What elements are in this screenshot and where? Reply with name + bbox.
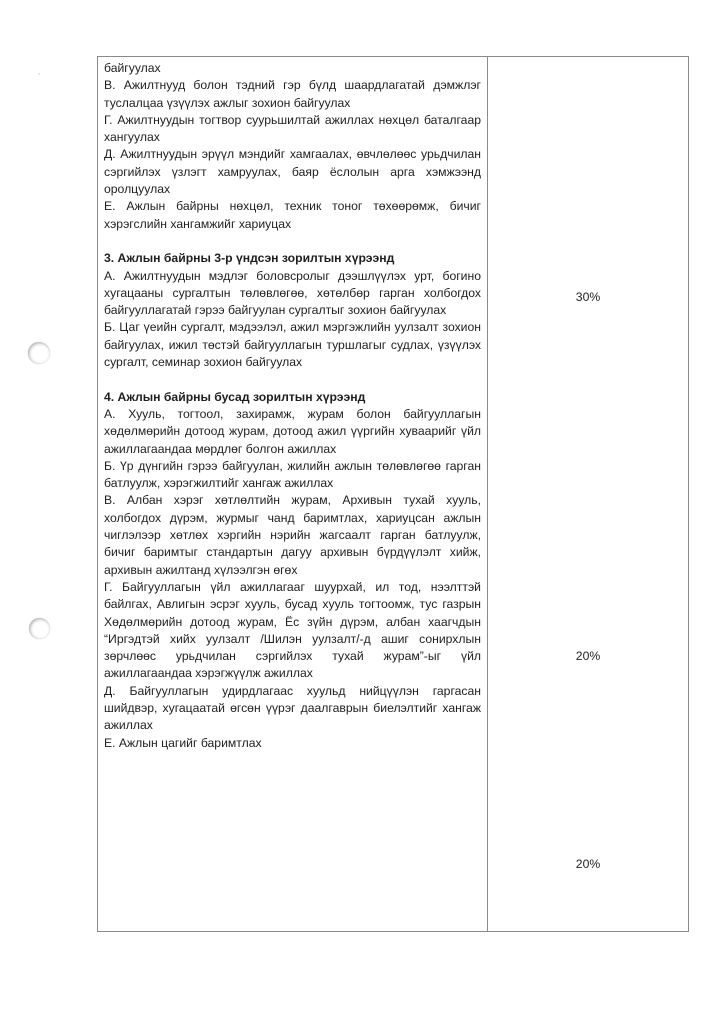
weight-value-goal-3: 30% (575, 290, 601, 304)
task-item: А. Хууль, тогтоол, захирамж, журам болон байгууллагын хөдөлмөрийн дотоод журам, дотоод ажил үүргийн хуваарийг үйл ажиллагаандаа мөрдлөг болгон ажиллах (104, 406, 481, 456)
task-item: В. Албан хэрэг хөтлөлтийн журам, Архивын тухай хууль, холбогдох дүрэм, журмыг чанд баримтлах, хариуцсан ажлын чиглэлээр хөтлөх хэргийн нэрийн жагсаалт гарган батлуулж, бичиг баримтыг стандартын дагуу архивын бүрдүүлэлт хийж, архивын ажилтанд хүлээлгэн өгөх (104, 493, 481, 577)
margin-mark: ʼ (38, 72, 40, 82)
task-item: Б. Үр дүнгийн гэрээ байгуулан, жилийн ажлын төлөвлөгөө гарган батлуулж, хэрэгжилтийг хангаж ажиллах (104, 458, 481, 491)
weight-value-goal-4-d: 20% (575, 857, 601, 871)
task-item: Д. Ажилтнуудын эрүүл мэндийг хамгаалах, өвчлөлөөс урьдчилан сэргийлэх үзлэгт хамруулах, баяр ёслолын арга хэмжээнд оролцуулах (104, 147, 481, 197)
task-item: Д. Байгууллагын удирдлагаас хуульд нийцүүлэн гаргасан шийдвэр, хугацаатай өгсөн үүрэг даалгаврын биелэлтийг хангаж ажиллах (104, 683, 481, 733)
paragraph-spacer (104, 371, 481, 388)
punch-hole-top (28, 342, 50, 364)
section-heading: 3. Ажлын байрны 3-р үндсэн зорилтын хүрээнд (104, 251, 395, 266)
task-item: А. Ажилтнуудын мэдлэг боловсролыг дээшлүүлэх урт, богино хугацааны сургалтын төлөвлөгөө, хөтөлбөр гарган холбогдох байгууллагатай гэрээ байгуулан сургалтыг зохион байгуулах (104, 268, 481, 318)
punch-hole-bottom (29, 618, 50, 639)
task-item: Е. Ажлын цагийг баримтлах (104, 735, 262, 750)
section-heading: 4. Ажлын байрны бусад зорилтын хүрээнд (104, 389, 366, 404)
table-row (98, 57, 689, 932)
criteria-table (97, 56, 689, 932)
weight-value-goal-4-v: 20% (575, 649, 601, 663)
weight-cell (488, 57, 689, 932)
task-item: байгуулах (104, 61, 161, 75)
task-item: Е. Ажлын байрны нөхцөл, техник тоног төхөөрөмж, бичиг хэрэгслийн хангамжийг хариуцах (104, 199, 481, 231)
task-text-column (98, 57, 487, 752)
task-description-cell (98, 57, 488, 932)
task-item: Г. Байгууллагын үйл ажиллагааг шуурхай, ил тод, нээлттэй байлгах, Авлигын эсрэг хууль, бусад хууль тогтоомж, тус газрын Хөдөлмөрийн дотоод журам, Ёс зүйн дүрэм, албан хаагчдын “Иргэдтэй хийх уулзалт /Шилэн уулзалт/-д ашиг сонирхлын зөрчлөөс урьдчилан сэргийлэх тухай журам”-ыг үйл ажиллагаандаа хэрэгжүүлж ажиллах (104, 579, 481, 681)
paragraph-spacer (104, 233, 481, 250)
task-item: В. Ажилтнууд болон тэдний гэр бүлд шаардлагатай дэмжлэг туслалцаа үзүүлэх ажлыг зохион байгуулах (104, 78, 481, 110)
task-item: Г. Ажилтнуудын тогтвор суурьшилтай ажиллах нөхцөл баталгаар хангуулах (104, 112, 481, 145)
task-item: Б. Цаг үеийн сургалт, мэдээлэл, ажил мэргэжлийн уулзалт зохион байгуулах, ижил төстэй байгууллагын туршлагыг судлах, үзүүлэх сургалт, семинар зохион байгуулах (104, 320, 481, 370)
